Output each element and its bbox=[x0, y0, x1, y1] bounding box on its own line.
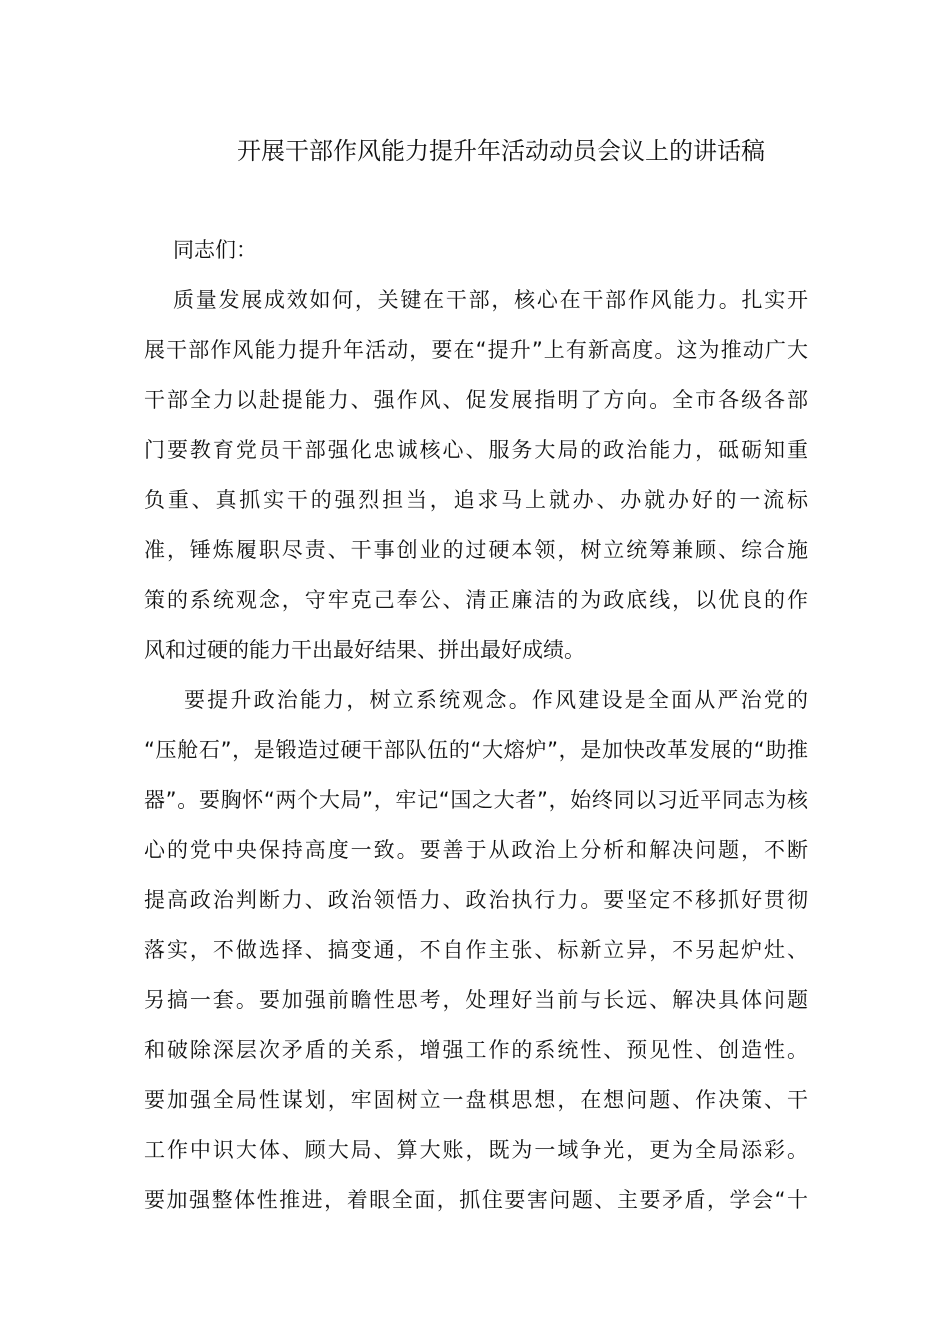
paragraph-line: 质量发展成效如何，关键在干部，核心在干部作风能力。扎实开 bbox=[173, 288, 808, 312]
paragraph-line: 干部全力以赴提能力、强作风、促发展指明了方向。全市各级各部 bbox=[144, 388, 808, 412]
document-body bbox=[144, 225, 808, 1225]
document-title: 开展干部作风能力提升年活动动员会议上的讲话稿 bbox=[237, 137, 765, 165]
paragraph-line: 策的系统观念，守牢克己奉公、清正廉洁的为政底线，以优良的作 bbox=[144, 588, 808, 612]
paragraph-line: “压舱石”，是锻造过硬干部队伍的“大熔炉”，是加快改革发展的“助推 bbox=[144, 738, 808, 762]
paragraph-line: 要加强全局性谋划，牢固树立一盘棋思想，在想问题、作决策、干 bbox=[144, 1088, 808, 1112]
paragraph-line: 门要教育党员干部强化忠诚核心、服务大局的政治能力，砥砺知重 bbox=[144, 438, 808, 462]
paragraph-line: 提高政治判断力、政治领悟力、政治执行力。要坚定不移抓好贯彻 bbox=[144, 888, 808, 912]
paragraph-line: 展干部作风能力提升年活动，要在“提升”上有新高度。这为推动广大 bbox=[144, 338, 808, 362]
paragraph-line: 准，锤炼履职尽责、干事创业的过硬本领，树立统筹兼顾、综合施 bbox=[144, 538, 808, 562]
paragraph-line: 要提升政治能力，树立系统观念。作风建设是全面从严治党的 bbox=[184, 688, 808, 712]
paragraph-line: 和破除深层次矛盾的关系，增强工作的系统性、预见性、创造性。 bbox=[144, 1038, 808, 1062]
paragraph-line: 另搞一套。要加强前瞻性思考，处理好当前与长远、解决具体问题 bbox=[144, 988, 808, 1012]
greeting: 同志们： bbox=[173, 238, 257, 262]
paragraph-line: 负重、真抓实干的强烈担当，追求马上就办、办就办好的一流标 bbox=[144, 488, 808, 512]
paragraph-line: 器”。要胸怀“两个大局”，牢记“国之大者”，始终同以习近平同志为核 bbox=[144, 788, 808, 812]
paragraph-line: 要加强整体性推进，着眼全面，抓住要害问题、主要矛盾，学会“十 bbox=[144, 1188, 808, 1212]
paragraph-1 bbox=[144, 275, 808, 675]
paragraph-line: 落实，不做选择、搞变通，不自作主张、标新立异，不另起炉灶、 bbox=[144, 938, 808, 962]
paragraph-line: 心的党中央保持高度一致。要善于从政治上分析和解决问题，不断 bbox=[144, 838, 808, 862]
paragraph-line: 工作中识大体、顾大局、算大账，既为一域争光，更为全局添彩。 bbox=[144, 1138, 808, 1162]
paragraph-2 bbox=[144, 675, 808, 1225]
paragraph-line: 风和过硬的能力干出最好结果、拼出最好成绩。 bbox=[144, 638, 585, 662]
